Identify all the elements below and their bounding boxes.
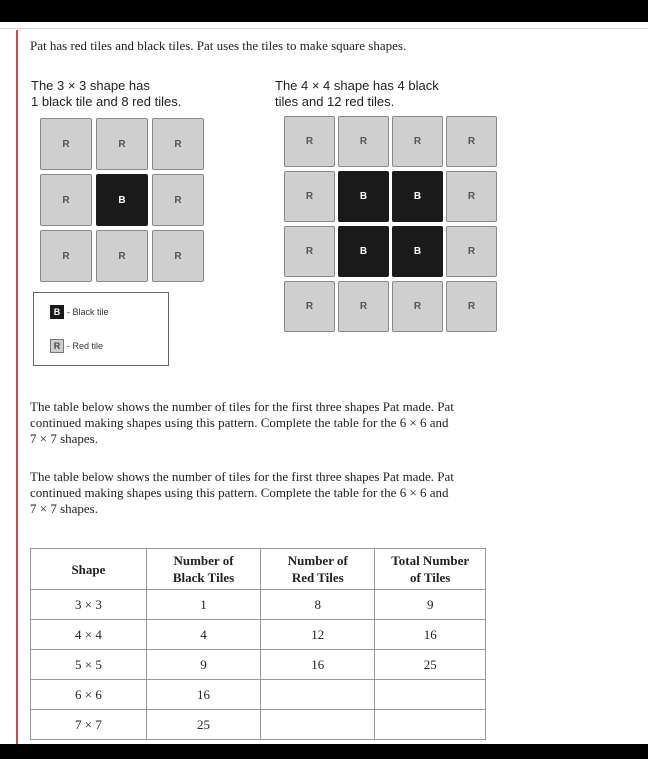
header-black-line2: Black Tiles — [172, 570, 235, 585]
legend-red-row — [50, 339, 103, 353]
red-tile: R — [446, 226, 497, 277]
table-row — [31, 650, 486, 680]
red-tile: R — [284, 226, 335, 277]
para2-line: The table below shows the number of tiles for the first three shapes Pat made. Pat — [30, 469, 454, 484]
cell-shape: 6 × 6 — [31, 680, 147, 710]
para1-line: The table below shows the number of tiles for the first three shapes Pat made. Pat — [30, 399, 454, 414]
grid-4x4 — [284, 116, 497, 332]
black-tile: B — [392, 171, 443, 222]
para1-line: continued making shapes using this pattern. Complete the table for the 6 × 6 and — [30, 415, 449, 430]
cell-shape: 3 × 3 — [31, 590, 147, 620]
instructions-paragraph-1 — [30, 399, 550, 447]
intro-text: Pat has red tiles and black tiles. Pat uses the tiles to make square shapes. — [30, 38, 407, 53]
caption-4x4-line1: The 4 × 4 shape has 4 black — [275, 78, 439, 93]
red-tile: R — [40, 118, 92, 170]
red-tile: R — [40, 174, 92, 226]
tiles-table — [30, 548, 486, 740]
legend-black-row — [50, 305, 109, 319]
cell-black: 4 — [146, 620, 260, 650]
caption-3x3 — [31, 78, 181, 110]
table-row — [31, 680, 486, 710]
para1-line: 7 × 7 shapes. — [30, 431, 98, 446]
table-row — [31, 590, 486, 620]
cell-black: 16 — [146, 680, 260, 710]
cell-black: 1 — [146, 590, 260, 620]
header-red-line1: Number of — [287, 553, 348, 568]
caption-4x4 — [275, 78, 439, 110]
cell-black: 25 — [146, 710, 260, 740]
header-total-line2: of Tiles — [410, 570, 451, 585]
legend-black-chip: B — [50, 305, 64, 319]
header-total-tiles — [375, 549, 486, 590]
red-tile: R — [284, 116, 335, 167]
table-row — [31, 710, 486, 740]
red-tile: R — [40, 230, 92, 282]
table-row — [31, 620, 486, 650]
red-margin-line — [16, 30, 18, 744]
instructions-paragraph-2 — [30, 469, 550, 517]
red-tile: R — [96, 118, 148, 170]
red-tile: R — [338, 116, 389, 167]
header-shape-text: Shape — [71, 561, 106, 577]
red-tile: R — [446, 116, 497, 167]
red-tile: R — [446, 171, 497, 222]
cell-shape: 4 × 4 — [31, 620, 147, 650]
red-tile: R — [446, 281, 497, 332]
grid-3x3 — [40, 118, 204, 282]
cell-shape: 5 × 5 — [31, 650, 147, 680]
red-tile: R — [96, 230, 148, 282]
red-tile: R — [284, 281, 335, 332]
table-header-row — [31, 549, 486, 590]
legend-red-label: - Red tile — [67, 341, 104, 351]
red-tile: R — [152, 230, 204, 282]
caption-3x3-line2: 1 black tile and 8 red tiles. — [31, 94, 182, 109]
header-red-line2: Red Tiles — [291, 570, 344, 585]
red-tile: R — [392, 281, 443, 332]
cell-total: 9 — [375, 590, 486, 620]
black-tile: B — [392, 226, 443, 277]
red-tile: R — [392, 116, 443, 167]
header-shape — [31, 549, 147, 590]
cell-total: 25 — [375, 650, 486, 680]
black-tile: B — [338, 226, 389, 277]
cell-total-empty[interactable] — [375, 680, 486, 710]
cell-total-empty[interactable] — [375, 710, 486, 740]
black-tile: B — [96, 174, 148, 226]
cell-total: 16 — [375, 620, 486, 650]
legend-red-chip: R — [50, 339, 64, 353]
header-red-tiles — [261, 549, 375, 590]
caption-3x3-line1: The 3 × 3 shape has — [31, 78, 150, 93]
red-tile: R — [152, 174, 204, 226]
para2-line: 7 × 7 shapes. — [30, 501, 98, 516]
cell-red-empty[interactable] — [261, 680, 375, 710]
red-tile: R — [338, 281, 389, 332]
worksheet-page — [0, 22, 648, 744]
cell-shape: 7 × 7 — [31, 710, 147, 740]
header-black-tiles — [146, 549, 260, 590]
black-tile: B — [338, 171, 389, 222]
para2-line: continued making shapes using this pattern. Complete the table for the 6 × 6 and — [30, 485, 449, 500]
cell-red: 16 — [261, 650, 375, 680]
red-tile: R — [152, 118, 204, 170]
caption-4x4-line2: tiles and 12 red tiles. — [275, 94, 395, 109]
cell-black: 9 — [146, 650, 260, 680]
header-total-line1: Total Number — [391, 553, 470, 568]
red-tile: R — [284, 171, 335, 222]
legend-black-label: - Black tile — [67, 307, 109, 317]
cell-red: 12 — [261, 620, 375, 650]
top-divider — [0, 28, 648, 29]
header-black-line1: Number of — [173, 553, 234, 568]
cell-red-empty[interactable] — [261, 710, 375, 740]
cell-red: 8 — [261, 590, 375, 620]
legend — [33, 292, 169, 366]
